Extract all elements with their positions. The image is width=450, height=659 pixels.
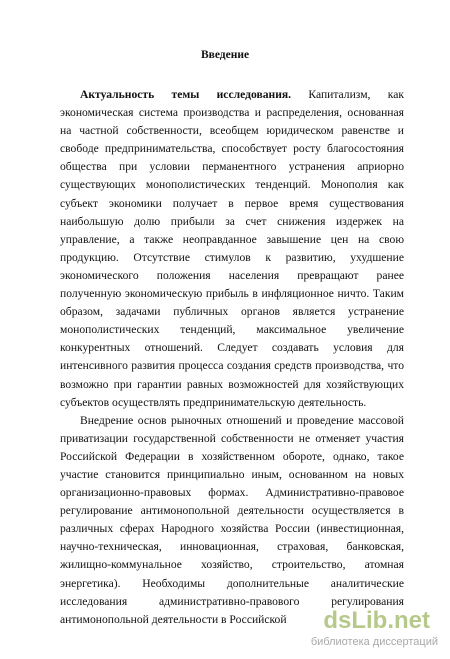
document-title: Введение xyxy=(200,49,250,61)
dslib-logo: dsLib.net xyxy=(323,607,430,634)
document-body xyxy=(60,86,404,629)
paragraph-relevance xyxy=(60,86,404,412)
dslib-watermark xyxy=(288,607,438,651)
dslib-subtitle: библиотека диссертаций xyxy=(310,636,438,648)
relevance-text: Капитализм, как экономическая система производства и распределения, основанная на частной собственности, всеобщем юридическом равенстве и свободе предпринимательства, способствует росту благосостояния общества при условии перманентного устранения априорно существующих монополистических тенденций. Монополия как субъект экономики получает в первое время существования наибольшую долю прибыли за счет снижения издержек на управление, а также неоправданное завышение цен на свою продукцию. Отсутствие стимулов к развитию, ухудшение экономического положения населения превращают ранее полученную экономическую прибыль в инфляционное ничто. Таким образом, задачами публичных органов является устранение монополистических тенденций, максимальное увеличение конкурентных отношений. Следует создавать условия для интенсивного развития процесса создания средств производства, что возможно при гарантии равных возможностей для хозяйствующих субъектов осуществлять предпринимательскую деятельность. xyxy=(60,88,404,409)
paragraph-market-relations: Внедрение основ рыночных отношений и проведение массовой приватизации государственной собственности не отменяет участия Российской Федерации в хозяйственном обороте, однако, такое участие становится принципиально иным, основанном на новых организационно-правовых формах. Административно-правовое регулирование антимонопольной деятельности осуществляется в различных сферах Народного хозяйства России (инвестиционная, научно-техническая, инновационная, страховая, банковская, жилищно-коммунальное хозяйство, строительство, атомная энергетика). Необходимы дополнительные аналитические исследования административно-правового регулирования антимонопольной деятельности в Российской xyxy=(60,413,404,626)
relevance-heading: Актуальность темы исследования. xyxy=(80,88,292,101)
